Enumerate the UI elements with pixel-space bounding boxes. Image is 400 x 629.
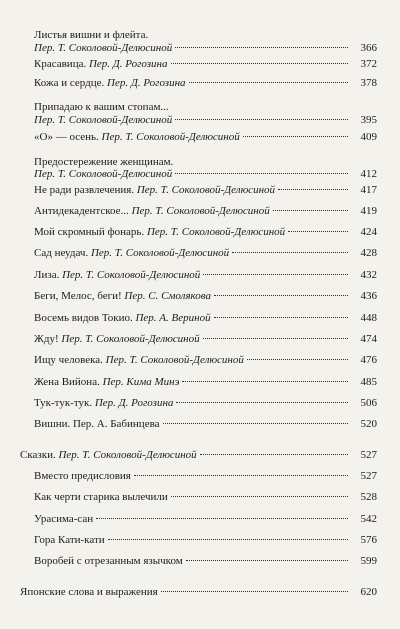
toc-entry-text bbox=[34, 353, 244, 367]
page-number: 485 bbox=[360, 376, 377, 388]
page-number: 527 bbox=[360, 449, 377, 461]
toc-entry bbox=[34, 41, 377, 55]
toc-entry-text bbox=[34, 28, 148, 42]
toc-entry-text bbox=[34, 554, 183, 568]
toc-entry-translator: Пер. Т. Соколовой-Делюсиной bbox=[101, 131, 240, 143]
dot-leader bbox=[189, 82, 348, 83]
toc-entry-translator: Пер. С. Смолякова bbox=[124, 290, 211, 302]
toc-entry-text bbox=[34, 130, 240, 144]
toc-entry-text bbox=[34, 469, 131, 483]
dot-leader bbox=[182, 381, 348, 382]
dot-leader bbox=[247, 359, 348, 360]
page-number: 395 bbox=[360, 114, 377, 126]
toc-entry-text bbox=[34, 311, 211, 325]
dot-leader bbox=[175, 173, 348, 174]
toc-entry-title: Лиза. bbox=[34, 269, 60, 281]
toc-entry-text bbox=[34, 396, 173, 410]
toc-entry-translator: Пер. Т. Соколовой-Делюсиной bbox=[61, 333, 200, 345]
dot-leader bbox=[186, 560, 348, 561]
toc-entry bbox=[34, 332, 377, 346]
toc-entry-text bbox=[34, 113, 172, 127]
toc-entry bbox=[34, 100, 377, 114]
page-number: 412 bbox=[360, 168, 377, 180]
toc-entry-text bbox=[34, 375, 179, 389]
toc-entry bbox=[34, 183, 377, 197]
page-number: 599 bbox=[360, 555, 377, 567]
toc-entry-title: «О» — осень. bbox=[34, 131, 99, 143]
dot-leader bbox=[243, 136, 348, 137]
toc-entry-title: Тук-тук-тук. bbox=[34, 397, 93, 409]
toc-entry-text bbox=[34, 183, 275, 197]
toc-entry bbox=[34, 225, 377, 239]
page-number: 378 bbox=[360, 77, 377, 89]
page-number: 474 bbox=[360, 333, 377, 345]
dot-leader bbox=[214, 317, 348, 318]
toc-entry-title: Листья вишни и флейта. bbox=[34, 29, 149, 41]
toc-entry bbox=[34, 167, 377, 181]
toc-entry-text bbox=[34, 167, 172, 181]
toc-entry-title: Кожа и сердце. bbox=[34, 77, 105, 89]
toc-entry-text bbox=[34, 268, 200, 282]
toc-entry bbox=[34, 289, 377, 303]
toc-entry-text bbox=[34, 76, 186, 90]
toc-entry-translator: Пер. Т. Соколовой-Делюсиной bbox=[62, 269, 201, 281]
page-number: 428 bbox=[360, 247, 377, 259]
page-number: 436 bbox=[360, 290, 377, 302]
toc-entry-title: Гора Кати-кати bbox=[34, 534, 105, 546]
toc-entry-title: Урасима-сан bbox=[34, 513, 94, 525]
toc-entry-title: Жена Вийона. bbox=[34, 376, 100, 388]
dot-leader bbox=[175, 47, 348, 48]
page-number: 620 bbox=[360, 586, 377, 598]
toc-entry-title: Вместо предисловия bbox=[34, 470, 131, 482]
toc-entry-text bbox=[34, 204, 270, 218]
toc-entry-title: Не ради развлечения. bbox=[34, 184, 135, 196]
dot-leader bbox=[163, 423, 348, 424]
toc-entry-translator: Пер. Т. Соколовой-Делюсиной bbox=[105, 354, 244, 366]
toc-entry bbox=[34, 353, 377, 367]
toc-entry-translator: Пер. Д. Рогозина bbox=[107, 77, 186, 89]
toc-entry bbox=[34, 268, 377, 282]
toc-entry bbox=[34, 246, 377, 260]
dot-leader bbox=[96, 518, 348, 519]
page-number: 476 bbox=[360, 354, 377, 366]
toc-entry bbox=[34, 28, 377, 42]
page-number: 432 bbox=[360, 269, 377, 281]
page-number: 448 bbox=[360, 312, 377, 324]
toc-entry bbox=[34, 469, 377, 483]
toc-entry-translator: Пер. Д. Рогозина bbox=[94, 397, 174, 409]
dot-leader bbox=[161, 591, 348, 592]
toc-entry bbox=[34, 554, 377, 568]
page-number: 528 bbox=[360, 491, 377, 503]
toc-entry bbox=[34, 130, 377, 144]
toc-entry-text bbox=[34, 490, 168, 504]
toc-entry-text bbox=[34, 289, 211, 303]
dot-leader bbox=[278, 189, 348, 190]
dot-leader bbox=[203, 274, 348, 275]
toc-entry bbox=[34, 76, 377, 90]
toc-entry bbox=[34, 113, 377, 127]
page-number: 542 bbox=[360, 513, 377, 525]
toc-entry bbox=[34, 396, 377, 410]
toc-entry bbox=[34, 512, 377, 526]
toc-entry-translator: Пер. Кима Минэ bbox=[102, 376, 180, 388]
dot-leader bbox=[134, 475, 348, 476]
page-number: 576 bbox=[360, 534, 377, 546]
page-number: 506 bbox=[360, 397, 377, 409]
toc-entry-title: Японские слова и выражения bbox=[20, 586, 158, 598]
toc-entry-text bbox=[34, 225, 285, 239]
page-number: 409 bbox=[360, 131, 377, 143]
dot-leader bbox=[214, 295, 348, 296]
toc-entry bbox=[20, 585, 377, 599]
toc-entry bbox=[34, 204, 377, 218]
toc-entry-title: Сказки. bbox=[20, 449, 56, 461]
toc-entry-text bbox=[34, 246, 229, 260]
toc-entry-text bbox=[20, 585, 158, 599]
dot-leader bbox=[273, 210, 348, 211]
toc-entry-title: Беги, Мелос, беги! bbox=[34, 290, 122, 302]
toc-entry-translator: Пер. Т. Соколовой-Делюсиной bbox=[34, 168, 173, 180]
page-number: 417 bbox=[360, 184, 377, 196]
dot-leader bbox=[232, 252, 348, 253]
dot-leader bbox=[288, 231, 348, 232]
toc-entry-title: Антидекадентское... bbox=[34, 205, 129, 217]
toc-entry-title: Как черти старика вылечили bbox=[34, 491, 168, 503]
dot-leader bbox=[108, 539, 348, 540]
toc-entry-text bbox=[34, 417, 160, 431]
toc-entry bbox=[34, 417, 377, 431]
toc-entry-title: Предостережение женщинам. bbox=[34, 156, 174, 168]
dot-leader bbox=[203, 338, 348, 339]
toc-entry bbox=[34, 490, 377, 504]
toc-entry-title: Воробей с отрезанным язычком bbox=[34, 555, 183, 567]
toc-entry-title: Восемь видов Токио. bbox=[34, 312, 133, 324]
toc-entry-translator: Пер. Т. Соколовой-Делюсиной bbox=[34, 114, 173, 126]
toc-entry-translator: Пер. Т. Соколовой-Делюсиной bbox=[136, 184, 276, 196]
toc-entry-text bbox=[34, 41, 172, 55]
toc-entry-translator: Пер. А. Вериной bbox=[135, 312, 211, 324]
toc-entry-text bbox=[34, 533, 105, 547]
toc-entry-text bbox=[34, 57, 168, 71]
toc-entry bbox=[34, 311, 377, 325]
page-number: 366 bbox=[360, 42, 377, 54]
toc-entry-title: Сад неудач. bbox=[34, 247, 89, 259]
toc-entry-translator: Пер. Т. Соколовой-Делюсиной bbox=[90, 247, 230, 259]
toc-entry-title: Мой скромный фонарь. bbox=[34, 226, 145, 238]
dot-leader bbox=[176, 402, 348, 403]
dot-leader bbox=[171, 496, 348, 497]
toc-entry-translator: Пер. Т. Соколовой-Делюсиной bbox=[58, 449, 197, 461]
toc-entry bbox=[34, 375, 377, 389]
toc-entry bbox=[34, 533, 377, 547]
page-number: 424 bbox=[360, 226, 377, 238]
toc-entry-title: Припадаю к вашим стопам... bbox=[34, 101, 169, 113]
toc-entry-translator: Пер. Т. Соколовой-Делюсиной bbox=[131, 205, 270, 217]
page-number: 520 bbox=[360, 418, 377, 430]
toc-entry-text bbox=[20, 448, 197, 462]
page-number: 527 bbox=[360, 470, 377, 482]
toc-entry-text bbox=[34, 100, 169, 114]
toc-entry bbox=[34, 57, 377, 71]
dot-leader bbox=[200, 454, 348, 455]
dot-leader bbox=[175, 119, 348, 120]
toc-entry-title: Вишни. Пер. А. Бабинцева bbox=[34, 418, 160, 430]
toc-entry-text bbox=[34, 332, 200, 346]
toc-entry bbox=[20, 448, 377, 462]
toc-entry-text bbox=[34, 512, 93, 526]
toc-entry-translator: Пер. Т. Соколовой-Делюсиной bbox=[34, 42, 173, 54]
toc-entry-title: Жду! bbox=[34, 333, 59, 345]
toc-entry-title: Красавица. bbox=[34, 58, 87, 70]
page-number: 372 bbox=[360, 58, 377, 70]
dot-leader bbox=[171, 63, 348, 64]
toc-entry-translator: Пер. Т. Соколовой-Делюсиной bbox=[146, 226, 286, 238]
toc-entry-translator: Пер. Д. Рогозина bbox=[88, 58, 168, 70]
toc-entry-title: Ищу человека. bbox=[34, 354, 103, 366]
page-number: 419 bbox=[360, 205, 377, 217]
